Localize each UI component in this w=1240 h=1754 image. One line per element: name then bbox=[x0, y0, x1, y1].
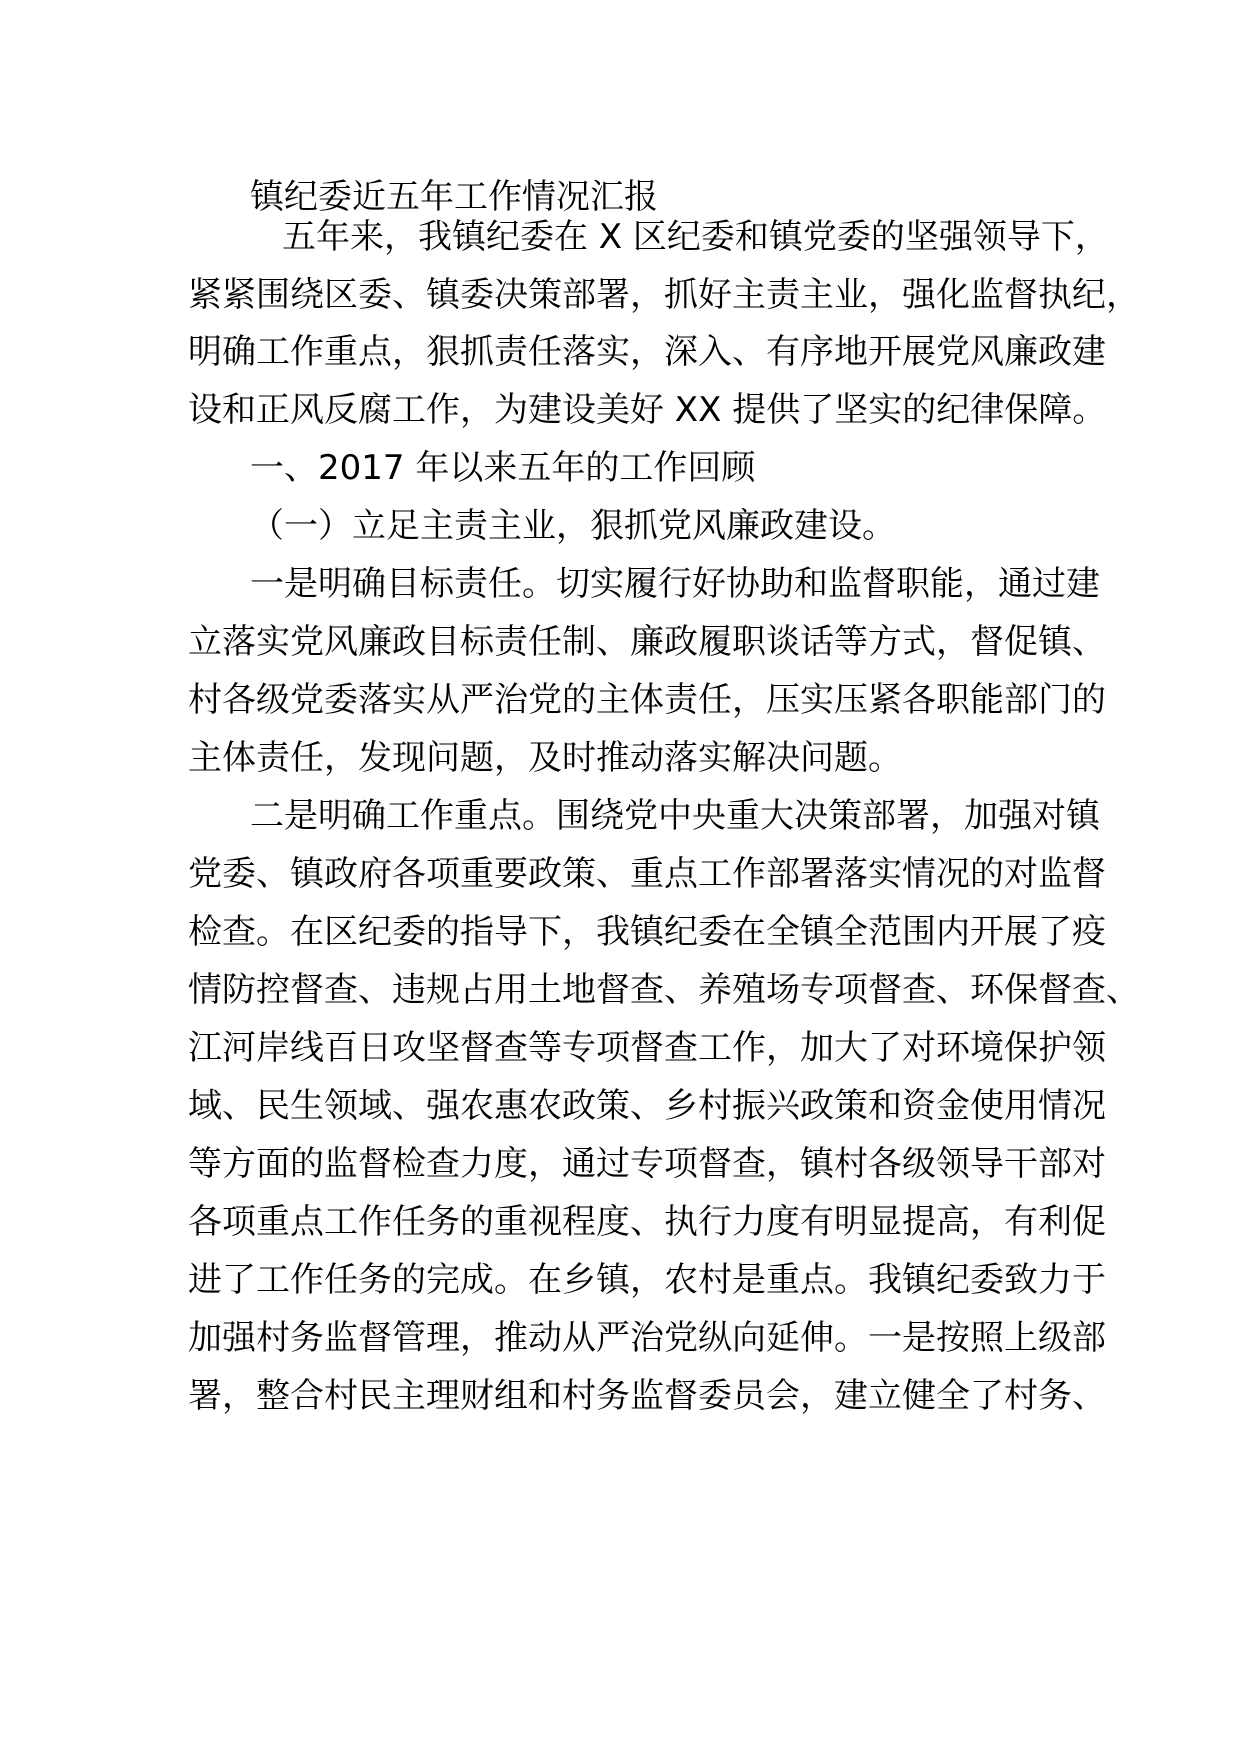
subsection-heading: （一）立足主责主业，狠抓党风廉政建设。 bbox=[250, 506, 896, 546]
paragraph-line: 紧紧围绕区委、镇委决策部署，抓好主责主业，强化监督执纪， bbox=[188, 275, 1140, 315]
paragraph-line: 党委、镇政府各项重要政策、重点工作部署落实情况的对监督 bbox=[188, 854, 1106, 894]
document-title: 镇纪委近五年工作情况汇报 bbox=[250, 177, 658, 217]
paragraph-line: 二是明确工作重点。围绕党中央重大决策部署，加强对镇 bbox=[250, 796, 1100, 836]
paragraph-line: 检查。在区纪委的指导下，我镇纪委在全镇全范围内开展了疫 bbox=[188, 912, 1106, 952]
paragraph-line: 等方面的监督检查力度，通过专项督查，镇村各级领导干部对 bbox=[188, 1144, 1106, 1184]
paragraph-line: 明确工作重点，狠抓责任落实，深入、有序地开展党风廉政建 bbox=[188, 332, 1106, 372]
paragraph-line: 各项重点工作任务的重视程度、执行力度有明显提高，有利促 bbox=[188, 1202, 1106, 1242]
paragraph-line: 加强村务监督管理，推动从严治党纵向延伸。一是按照上级部 bbox=[188, 1318, 1106, 1358]
paragraph-line: 署，整合村民主理财组和村务监督委员会，建立健全了村务、 bbox=[188, 1376, 1106, 1416]
paragraph-line: 主体责任，发现问题，及时推动落实解决问题。 bbox=[188, 738, 902, 778]
paragraph-line: 五年来，我镇纪委在 X 区纪委和镇党委的坚强领导下， bbox=[282, 217, 1109, 257]
paragraph-line: 立落实党风廉政目标责任制、廉政履职谈话等方式，督促镇、 bbox=[188, 622, 1106, 662]
paragraph-line: 村各级党委落实从严治党的主体责任，压实压紧各职能部门的 bbox=[188, 680, 1106, 720]
paragraph-line: 一是明确目标责任。切实履行好协助和监督职能，通过建 bbox=[250, 564, 1100, 604]
paragraph-line: 进了工作任务的完成。在乡镇，农村是重点。我镇纪委致力于 bbox=[188, 1260, 1106, 1300]
paragraph-line: 情防控督查、违规占用土地督查、养殖场专项督查、环保督查、 bbox=[188, 970, 1140, 1010]
section-heading: 一、2017 年以来五年的工作回顾 bbox=[250, 448, 756, 488]
paragraph-line: 设和正风反腐工作，为建设美好 XX 提供了坚实的纪律保障。 bbox=[188, 390, 1107, 430]
paragraph-line: 域、民生领域、强农惠农政策、乡村振兴政策和资金使用情况 bbox=[188, 1086, 1106, 1126]
paragraph-line: 江河岸线百日攻坚督查等专项督查工作，加大了对环境保护领 bbox=[188, 1028, 1106, 1068]
